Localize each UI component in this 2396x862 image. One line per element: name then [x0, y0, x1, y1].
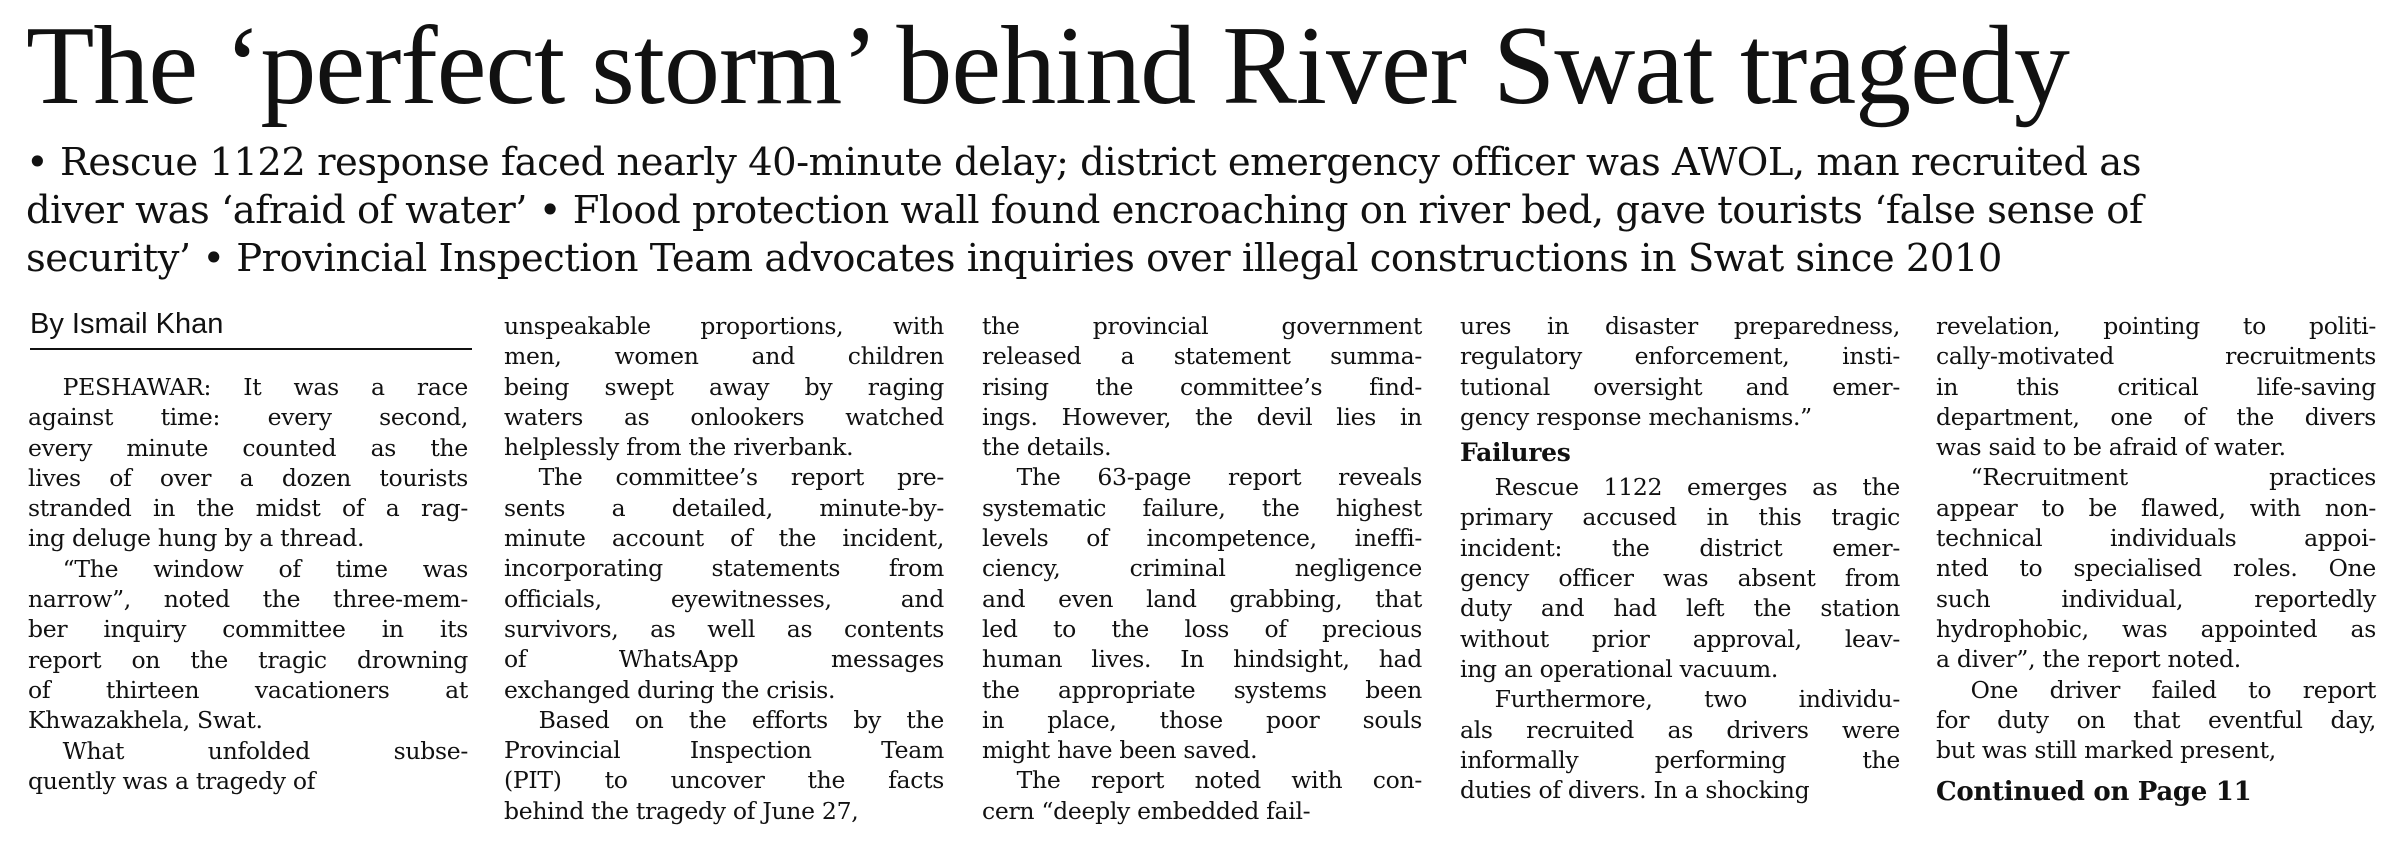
text-line: Khwazakhela, Swat. [28, 706, 263, 735]
text-line: PESHAWAR: It was a race [28, 373, 468, 401]
text-line: the provincial government [982, 312, 1422, 340]
text-line: gency response mechanisms.” [1460, 402, 1812, 431]
text-line: released a statement summa- [982, 342, 1422, 371]
text-line: The committee’s report pre- [504, 463, 944, 492]
text-line: als recruited as drivers were [1460, 715, 1900, 744]
text-line: systematic failure, the highest [982, 493, 1422, 522]
text-line: rising the committee’s find- [982, 372, 1422, 401]
text-line: the details. [982, 433, 1112, 462]
text-line: “The window of time was [28, 554, 468, 583]
article-column-1 [28, 372, 468, 796]
text-line: gency officer was absent from [1460, 564, 1900, 593]
text-line: One driver failed to report [1936, 675, 2376, 704]
text-line: of WhatsApp messages [504, 645, 944, 674]
text-line: without prior approval, leav- [1460, 624, 1900, 653]
text-line: the appropriate systems been [982, 675, 1422, 704]
text-line: “Recruitment practices [1936, 463, 2376, 492]
text-line: waters as onlookers watched [504, 402, 944, 431]
text-line: cally-motivated recruitments [1936, 342, 2376, 371]
text-line: informally performing the [1460, 745, 1900, 774]
text-line: technical individuals appoi- [1936, 524, 2376, 553]
text-line: regulatory enforcement, insti- [1460, 342, 1900, 371]
text-line: was said to be afraid of water. [1936, 433, 2286, 462]
text-line: such individual, reportedly [1936, 584, 2376, 613]
subheadline-line: diver was ‘afraid of water’ • Flood protection wall found encroaching on river bed, gave tourists ‘false sense of [26, 188, 2143, 233]
text-line: behind the tragedy of June 27, [504, 796, 859, 825]
text-line: lives of over a dozen tourists [28, 463, 468, 492]
text-line: nted to specialised roles. One [1936, 554, 2376, 583]
article-column-3 [982, 311, 1422, 826]
text-line: narrow”, noted the three-mem- [28, 585, 468, 614]
text-line: men, women and children [504, 342, 944, 371]
headline: The ‘perfect storm’ behind River Swat tragedy [26, 4, 2069, 128]
text-line: ing deluge hung by a thread. [28, 524, 365, 553]
text-line: The 63-page report reveals [982, 463, 1422, 492]
subheadline-line: security’ • Provincial Inspection Team advocates inquiries over illegal constructions in Swat since 2010 [26, 236, 2002, 281]
text-line: incident: the district emer- [1460, 533, 1900, 562]
column-4-top [1460, 311, 1900, 432]
text-line: revelation, pointing to politi- [1936, 312, 2376, 340]
text-line: ing an operational vacuum. [1460, 654, 1779, 683]
text-line: of thirteen vacationers at [28, 675, 468, 704]
text-line: in this critical life-saving [1936, 372, 2376, 401]
text-line: duty and had left the station [1460, 594, 1900, 623]
byline: By Ismail Khan [30, 308, 224, 340]
text-line: human lives. In hindsight, had [982, 645, 1422, 674]
text-line: appear to be flawed, with non- [1936, 493, 2376, 522]
text-line: incorporating statements from [504, 554, 944, 583]
text-line: every minute counted as the [28, 433, 468, 462]
text-line: ber inquiry committee in its [28, 615, 468, 644]
text-line: against time: every second, [28, 403, 468, 432]
text-line: for duty on that eventful day, [1936, 705, 2376, 734]
text-line: department, one of the divers [1936, 402, 2376, 431]
text-line: helplessly from the riverbank. [504, 433, 854, 462]
text-line: primary accused in this tragic [1460, 503, 1900, 532]
text-line: ciency, criminal negligence [982, 554, 1422, 583]
text-line: hydrophobic, was appointed as [1936, 614, 2376, 643]
text-line: cern “deeply embedded fail- [982, 796, 1311, 825]
text-line: stranded in the midst of a rag- [28, 494, 468, 523]
column-4-bottom [1460, 472, 1900, 805]
text-line: Based on the efforts by the [504, 705, 944, 734]
text-line: levels of incompetence, ineffi- [982, 524, 1422, 553]
text-line: unspeakable proportions, with [504, 312, 944, 340]
text-line: report on the tragic drowning [28, 645, 468, 674]
subheadline [26, 139, 2376, 283]
text-line: tutional oversight and emer- [1460, 372, 1900, 401]
article-column-5 [1936, 311, 2376, 808]
text-line: duties of divers. In a shocking [1460, 776, 1810, 805]
text-line: survivors, as well as contents [504, 614, 944, 643]
text-line: officials, eyewitnesses, and [504, 584, 944, 613]
text-line: Rescue 1122 emerges as the [1460, 473, 1900, 502]
text-line: ures in disaster preparedness, [1460, 312, 1900, 340]
text-line: (PIT) to uncover the facts [504, 766, 944, 795]
text-line: but was still marked present, [1936, 736, 2276, 765]
text-line: exchanged during the crisis. [504, 675, 836, 704]
column-5-text [1936, 311, 2376, 765]
text-line: What unfolded subse- [28, 736, 468, 765]
text-line: and even land grabbing, that [982, 584, 1422, 613]
article-column-4 [1460, 311, 1900, 805]
text-line: minute account of the incident, [504, 524, 944, 553]
byline-rule [30, 348, 472, 350]
article-column-2 [504, 311, 944, 826]
text-line: Furthermore, two individu- [1460, 685, 1900, 714]
text-line: The report noted with con- [982, 766, 1422, 795]
text-line: sents a detailed, minute-by- [504, 493, 944, 522]
text-line: might have been saved. [982, 736, 1258, 765]
section-subhead: Failures [1460, 438, 1571, 468]
text-line: Provincial Inspection Team [504, 736, 944, 765]
continued-link[interactable]: Continued on Page 11 [1936, 777, 2252, 808]
text-line: a diver”, the report noted. [1936, 645, 2241, 674]
text-line: in place, those poor souls [982, 705, 1422, 734]
text-line: being swept away by raging [504, 372, 944, 401]
text-line: led to the loss of precious [982, 614, 1422, 643]
text-line: ings. However, the devil lies in [982, 402, 1422, 431]
subheadline-line: • Rescue 1122 response faced nearly 40-minute delay; district emergency officer was AWOL, man recruited as [26, 140, 2141, 185]
text-line: quently was a tragedy of [28, 766, 316, 795]
